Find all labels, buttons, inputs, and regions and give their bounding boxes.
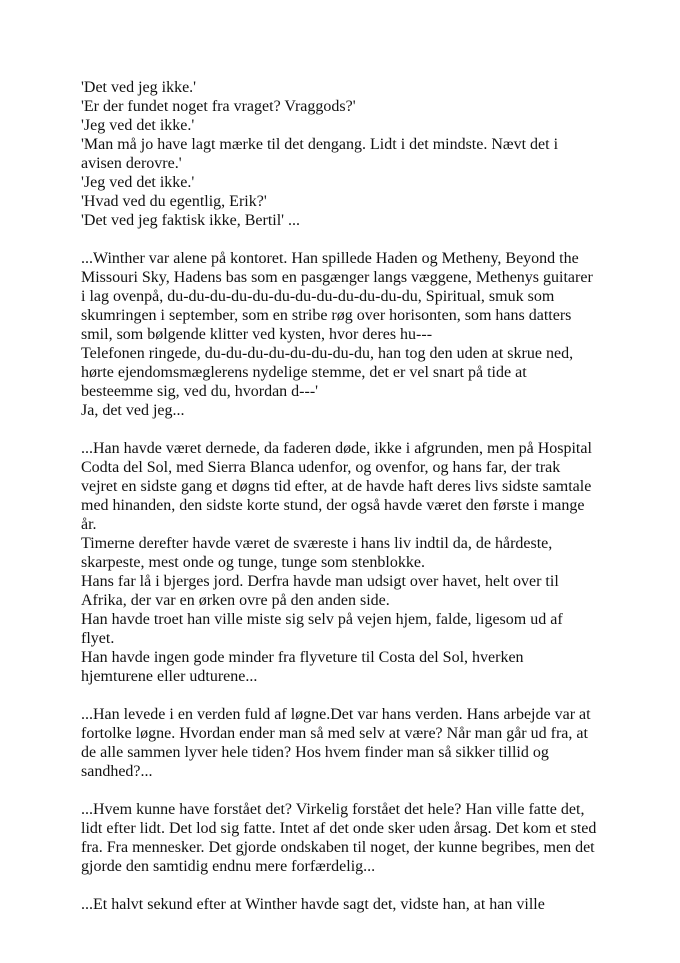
text-line: fortolke løgne. Hvordan ender man så med selv at være? Når man går ud fra, at [81, 725, 588, 742]
text-line: Timerne derefter havde været de sværeste i hans liv indtil da, de hårdeste, [81, 535, 553, 552]
text-line: 'Det ved jeg faktisk ikke, Bertil' ... [81, 212, 301, 229]
text-line: Afrika, der var en ørken ovre på den anden side. [81, 592, 390, 609]
text-line: ...Han levede i en verden fuld af løgne.Det var hans verden. Hans arbejde var at [81, 706, 591, 723]
text-line: 'Det ved jeg ikke.' [81, 79, 197, 96]
text-line: ...Hvem kunne have forstået det? Virkelig forstået det hele? Han ville fatte det, [81, 801, 585, 818]
text-line: smil, som bølgende klitter ved kysten, hvor deres hu--- [81, 326, 433, 343]
text-line: år. [81, 516, 97, 533]
text-line: sandhed?... [81, 763, 153, 780]
text-line: Ja, det ved jeg... [81, 402, 185, 419]
text-line: gjorde den samtidig endnu mere forfærdelig... [81, 858, 376, 875]
paragraph-lies [81, 705, 661, 781]
text-line: ...Et halvt sekund efter at Winther havde sagt det, vidste han, at han ville [81, 896, 545, 913]
text-line: Han havde troet han ville miste sig selv på vejen hjem, falde, ligesom ud af [81, 611, 563, 628]
paragraph-dialogue [81, 78, 661, 230]
text-line: Hans far lå i bjerges jord. Derfra havde man udsigt over havet, helt over til [81, 573, 559, 590]
text-line: Han havde ingen gode minder fra flyveture til Costa del Sol, hverken [81, 649, 524, 666]
paragraph-final [81, 895, 661, 914]
text-line: besteemme sig, ved du, hvordan d---' [81, 383, 319, 400]
text-line: 'Hvad ved du egentlig, Erik?' [81, 193, 267, 210]
text-line: lidt efter lidt. Det lod sig fatte. Intet af det onde sker uden årsag. Det kom et sted [81, 820, 597, 837]
text-line: med hinanden, den sidste korte stund, der også havde været den første i mange [81, 497, 585, 514]
paragraph-understanding [81, 800, 661, 876]
text-line: de alle sammen lyver hele tiden? Hos hvem finder man så sikker tillid og [81, 744, 549, 761]
text-line: ...Winther var alene på kontoret. Han spillede Haden og Metheny, Beyond the [81, 250, 579, 267]
text-line: avisen derovre.' [81, 155, 182, 172]
paragraph-father [81, 439, 661, 686]
text-line: 'Jeg ved det ikke.' [81, 174, 195, 191]
document-page [81, 78, 661, 933]
text-line: vejret en sidste gang et døgns tid efter, at de havde haft deres livs sidste samtale [81, 478, 592, 495]
text-line: flyet. [81, 630, 115, 647]
text-line: hjemturene eller udturene... [81, 668, 258, 685]
paragraph-office [81, 249, 661, 420]
text-line: Codta del Sol, med Sierra Blanca udenfor, og ovenfor, og hans far, der trak [81, 459, 561, 476]
text-line: ...Han havde været dernede, da faderen døde, ikke i afgrunden, men på Hospital [81, 440, 592, 457]
text-line: Missouri Sky, Hadens bas som en pasgænger langs væggene, Methenys guitarer [81, 269, 593, 286]
text-line: hørte ejendomsmæglerens nydelige stemme, det er vel snart på tide at [81, 364, 527, 381]
text-line: i lag ovenpå, du-du-du-du-du-du-du-du-du-du-du-du, Spiritual, smuk som [81, 288, 555, 305]
text-line: skumringen i september, som en stribe røg over horisonten, som hans datters [81, 307, 572, 324]
text-line: 'Er der fundet noget fra vraget? Vraggods?' [81, 98, 356, 115]
text-line: fra. Fra mennesker. Det gjorde ondskaben til noget, der kunne begribes, men det [81, 839, 595, 856]
text-line: skarpeste, mest onde og tunge, tunge som stenblokke. [81, 554, 425, 571]
text-line: Telefonen ringede, du-du-du-du-du-du-du-du, han tog den uden at skrue ned, [81, 345, 574, 362]
text-line: 'Jeg ved det ikke.' [81, 117, 195, 134]
text-line: 'Man må jo have lagt mærke til det dengang. Lidt i det mindste. Nævt det i [81, 136, 559, 153]
